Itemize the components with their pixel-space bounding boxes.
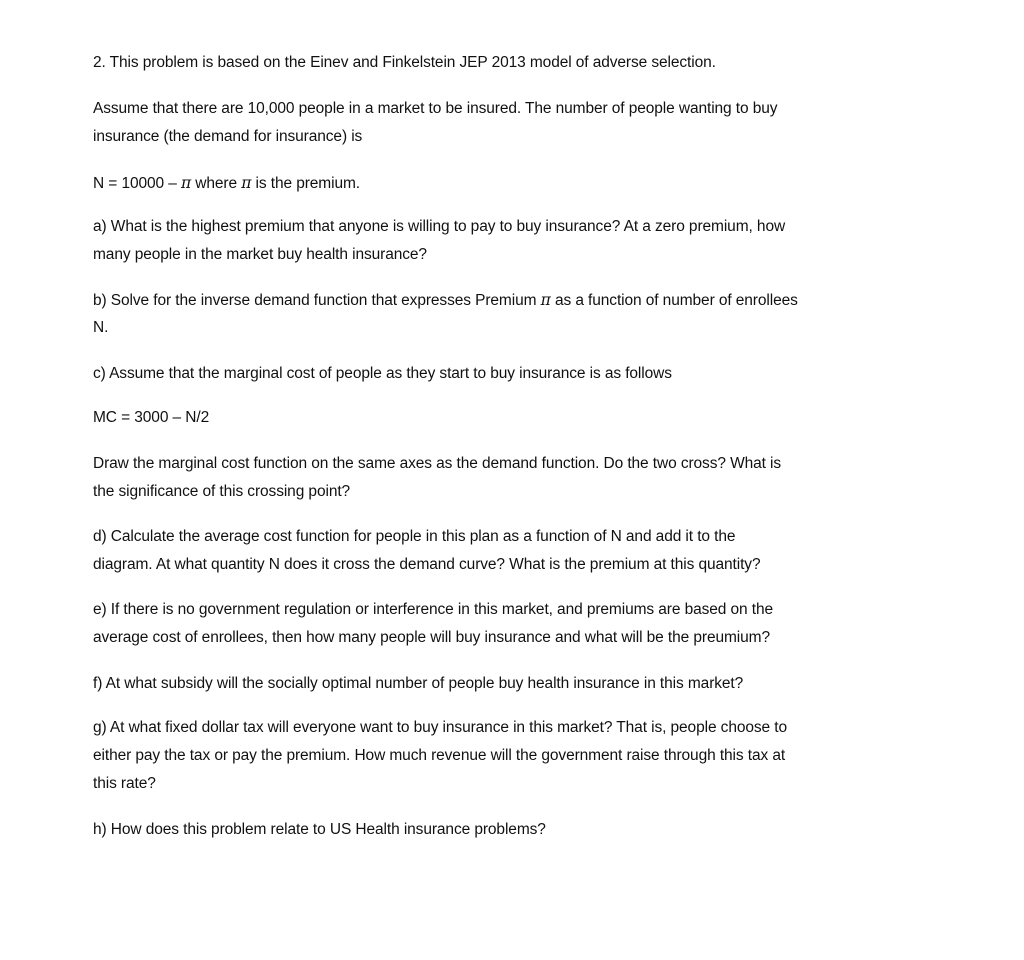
demand-eq-where: where [191,175,242,192]
question-d-line-1: d) Calculate the average cost function for people in this plan as a function of N and add it to the [93,528,736,545]
demand-eq-lhs: N = 10000 – [93,175,181,192]
question-g-line-1: g) At what fixed dollar tax will everyone want to buy insurance in this market? That is, people choose to [93,719,787,736]
pi-symbol: π [241,174,252,192]
demand-equation [93,173,360,194]
demand-eq-tail: is the premium. [251,175,360,192]
question-b-line-1 [93,290,798,311]
pi-symbol: π [540,291,551,309]
intro-line-1: Assume that there are 10,000 people in a market to be insured. The number of people wanting to buy [93,100,778,117]
question-b-text: b) Solve for the inverse demand function that expresses Premium [93,292,541,309]
problem-title: 2. This problem is based on the Einev and Finkelstein JEP 2013 model of adverse selection. [93,54,716,71]
question-d-line-2: diagram. At what quantity N does it cross the demand curve? What is the premium at this quantity? [93,556,761,573]
intro-line-2: insurance (the demand for insurance) is [93,128,363,145]
question-e-line-1: e) If there is no government regulation or interference in this market, and premiums are based on the [93,601,774,618]
question-e-line-2: average cost of enrollees, then how many people will buy insurance and what will be the preumium? [93,629,770,646]
question-c2-line-2: the significance of this crossing point? [93,483,351,500]
question-b-text-cont: as a function of number of enrollees [550,292,798,309]
question-c: c) Assume that the marginal cost of people as they start to buy insurance is as follows [93,365,672,382]
question-g-line-3: this rate? [93,775,156,792]
pi-symbol: π [181,174,192,192]
question-g-line-2: either pay the tax or pay the premium. How much revenue will the government raise through this tax at [93,747,786,764]
question-h: h) How does this problem relate to US Health insurance problems? [93,821,546,838]
question-c2-line-1: Draw the marginal cost function on the same axes as the demand function. Do the two cross? What is [93,455,782,472]
mc-equation: MC = 3000 – N/2 [93,409,210,426]
question-a-line-2: many people in the market buy health insurance? [93,246,427,263]
question-b-line-2: N. [93,319,109,336]
question-a-line-1: a) What is the highest premium that anyone is willing to pay to buy insurance? At a zero premium, how [93,218,786,235]
question-f: f) At what subsidy will the socially optimal number of people buy health insurance in this market? [93,675,744,692]
